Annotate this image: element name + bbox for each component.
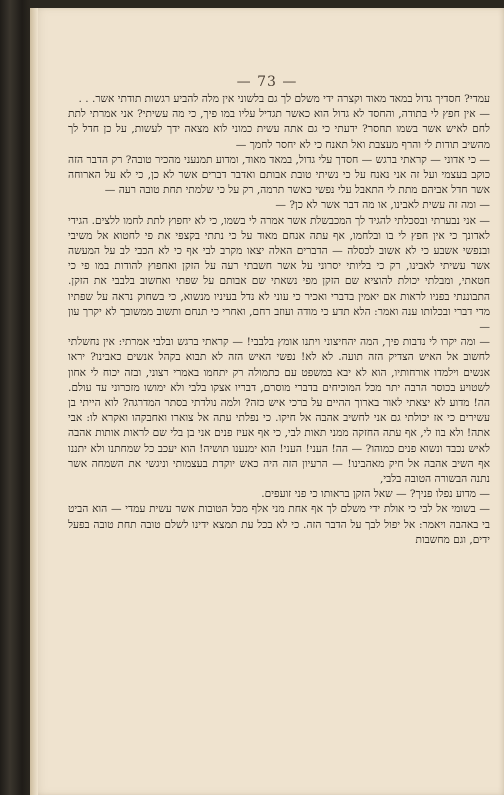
book-page xyxy=(30,8,504,795)
page-number: — 73 — xyxy=(236,74,298,90)
paragraph: — מדוע נפלו פניך? — שאל הזקן בראותו כי פני זועפים. xyxy=(261,488,490,501)
page-gutter xyxy=(30,8,38,795)
paragraph: עמדי? חסדיך גדול במאד מאוד וקצרה ידי משלם לך גם בלשוני אין מלה להביע רגשות תודתי אשר. . . xyxy=(78,93,490,105)
paragraph: — ומה יקרו לי נדבות פיך, המה יהחיצוני ויתנו אומץ בלבבי! — קראתי ברגש ובלבי אמרתי: אין נחשלתי לחשוב אל האיש הצדיק הזה תועה. לא לא! נפשי האיש הזה לא תבוא בקהל אנשים כאבינו? יראו אנשים וילמדו אורחותיו, הוא לא יבא במשפט עם כתמולה רק יתחמו באמרי רצוני, ובזה יכוח לי אחון לשטויע בכוסר הרבה יתר מכל המוכיחים בדברי מוסרם, דבריו אצקו בלבי ולא ימושו מזכרוני עד עולם. הה! מדוע לא יצאתי לאור בארוך ההיים על ברכי איש כזה? ולמה נולדתי בסתר המדרגה? לוא הייתי בן עשירים כי אז יכולתי גם אני לחשיב אהבה אל חיקו. כי נפלתי עתה אל צוארו ואחבקהו ואקרא לו: אבי אתה! ולא בוז לי, אף עתה החזקה ממני תאות לבי, כי אף אעיז פנים אני בן בלי שם לראות אותות אהבה לאיש נכבד ונשוא פנים כמוהו? — הה! העני! העני! הוא ימנענו תושיה! הוא יעכב כל שמחתנו ולא יתננו אף השיב אהבה אל חיק מאהבינו! — הרעיון הזה היה כאש יוקדת בעצמותי וניגשי את השמחה אשר נתנה הבשורה הטובה בלבי, xyxy=(68,336,490,486)
paragraph: — ומה זה עשית לאבינו, או מה דבר אשר לא כן? — xyxy=(275,199,490,212)
paragraph: — אני נבערתי ובסכלתי להגיד לך המכבשלת אשר אמרה לי בשמו, כי לא יחפוץ לתת לחמו ללצים. הגידי לאדונך כי אין חפץ לי בו ובלחמו, אף עתה אנחם מאוד על כי נתתי בקצפי את פי לחטוא אל משיבי ובנפשי אשבע כי לא אשוב לכסלה — הדברים האלה יצאו מקרב לבי אף כי לא הכבי לב על המעשה אשר עשיתי לאבינו, רק כי בליותי יסרוני על אשר חשבתי רעה על הזקן ואחפוץ להודות במו פי כי חטאתי, ומבלתי יכולת להוציא שם הזקן מפי נשאתי שם אבותם על שפתי ואחשוב בלבבי את הזקן. התבוננתי בפניו לראות אם יאמין בדברי ואכיר כי עוני לא נדל בעיניו מנשוא, כי בשחוק נראה על שפתיו מדי דברי ובכלותו ענה ואמר: הלא תדע כי מודה ועוזב רחם, ואחרי כי תנחם ותשוב ממשובך לא יקרך עון — xyxy=(68,214,490,334)
paragraph: — כי אדוני — קראתי ברגש — חסדך עלי גדול, במאד מאוד, ומדוע תמנעני מהכיר טובה? רק הדבר הזה כוקב בעצמי ועל זה אני נאנח על כי נשיתי טובת אבותם ואדבר דברים אשר לא כן, כי לא על הארוחה אשר חדל אביהם מתת לי התאבל עלי נפשי כאשר תרמה, רק על כי שלמתי תחת טובה רעה — xyxy=(68,153,490,197)
paragraph: — בשומי אל לבי כי אולת ידי משלם לך אף אחת מני אלף מכל הטובות אשר עשית עמדי — הוא הביט בי באהבה ויאמר: אל יפול לבך על הדבר הזה. כי לא בכל עת תמצא ידינו לשלם טובה תחת טובה בפעל ידים, וגם מחשבות xyxy=(68,503,490,546)
paragraph: — אין חפץ לי בתודה, והחסד לא גדול הוא כאשר תגדיל עליו במו פיך, כי מה עשיתי? אני אמרתי לתת לחם לאיש אשר בשמו תחסר? ידעתי כי גם אתה עשית כמוני לוא מצאה ידך לעשות, על כן חדל לך מהשיב תודות לי והרף מעצבת ואל תאנח כי לא יחסר לחמך — xyxy=(68,108,490,151)
body-text xyxy=(68,92,490,548)
